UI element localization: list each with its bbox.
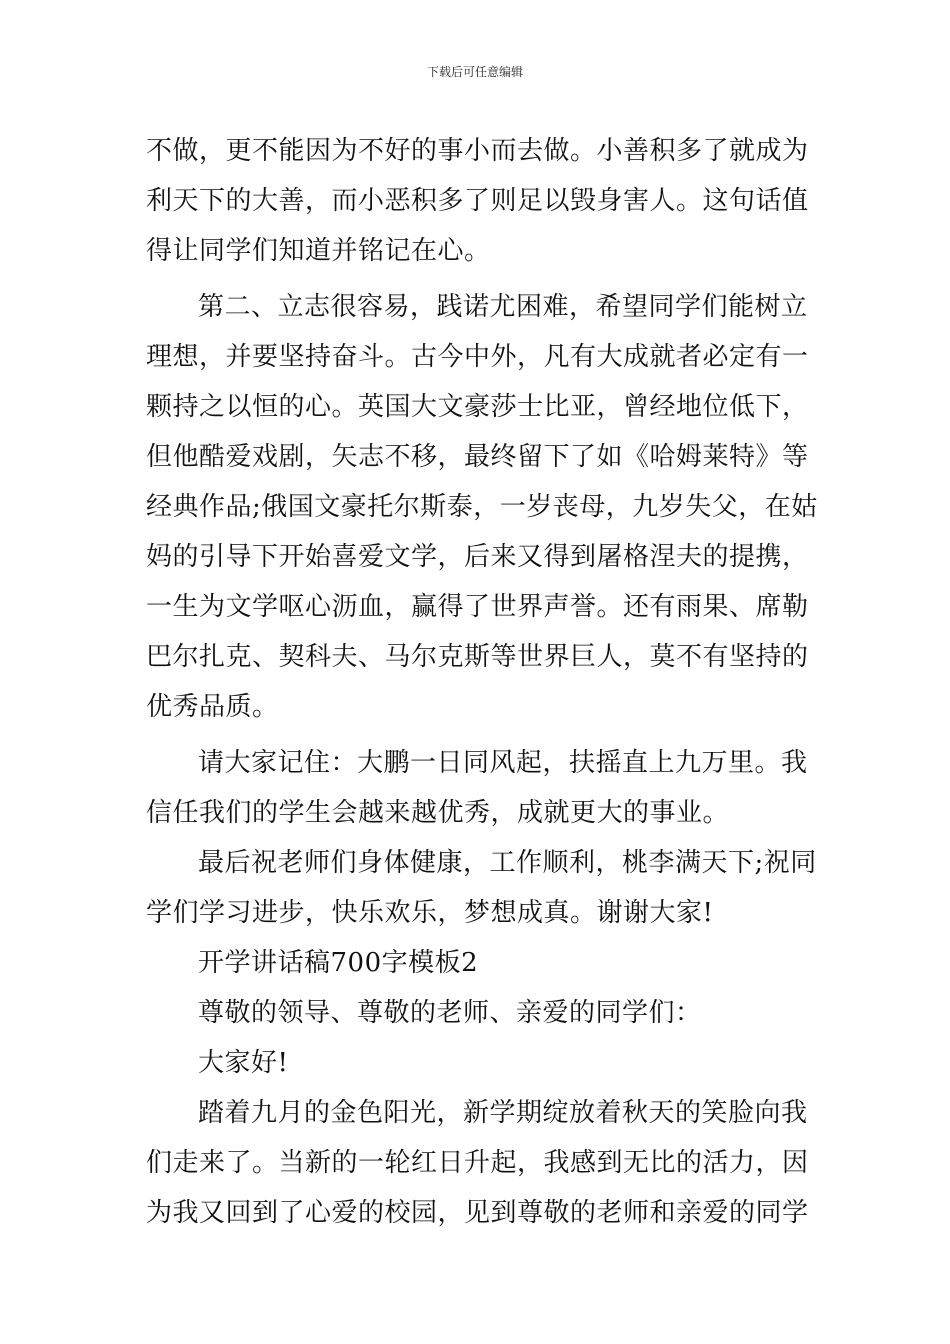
text-line: 巴尔扎克、契科夫、马尔克斯等世界巨人，莫不有坚持的 (146, 642, 809, 672)
text-line: 为我又回到了心爱的校园，见到尊敬的老师和亲爱的同学 (146, 1198, 809, 1228)
page-header: 下载后可任意编辑 (426, 65, 523, 79)
text-line: 理想，并要坚持奋斗。古今中外，凡有大成就者必定有一 (146, 342, 809, 372)
text-line: 信任我们的学生会越来越优秀，成就更大的事业。 (146, 798, 730, 828)
text-line: 一生为文学呕心沥血，赢得了世界声誉。还有雨果、席勒 (146, 592, 809, 622)
text-line: 经典作品;俄国文豪托尔斯泰，一岁丧母，九岁失父，在姑 (146, 492, 818, 522)
text-line: 学们学习进步，快乐欢乐，梦想成真。谢谢大家! (146, 898, 714, 928)
greeting: 大家好! (198, 1048, 289, 1078)
text-line: 们走来了。当新的一轮红日升起，我感到无比的活力，因 (146, 1148, 809, 1178)
text-line: 优秀品质。 (146, 692, 279, 722)
text-line: 颗持之以恒的心。英国大文豪莎士比亚，曾经地位低下， (146, 392, 809, 422)
document-body (146, 126, 816, 1238)
paragraph-start: 最后祝老师们身体健康，工作顺利，桃李满天下;祝同 (198, 848, 817, 878)
text-line: 但他酷爱戏剧，矢志不移，最终留下了如《哈姆莱特》等 (146, 442, 809, 472)
paragraph-start: 踏着九月的金色阳光，新学期绽放着秋天的笑脸向我 (198, 1098, 808, 1128)
text-line: 利天下的大善，而小恶积多了则足以毁身害人。这句话值 (146, 186, 809, 216)
text-line: 得让同学们知道并铭记在心。 (146, 236, 491, 266)
paragraph-start: 请大家记住：大鹏一日同风起，扶摇直上九万里。我 (198, 748, 808, 778)
paragraph-start: 第二、立志很容易，践诺尤困难，希望同学们能树立 (198, 292, 808, 322)
text-line: 不做，更不能因为不好的事小而去做。小善积多了就成为 (146, 136, 809, 166)
section-title: 开学讲话稿700字模板2 (198, 948, 479, 978)
salutation: 尊敬的领导、尊敬的老师、亲爱的同学们： (198, 998, 702, 1028)
text-line: 妈的引导下开始喜爱文学，后来又得到屠格涅夫的提携， (146, 542, 809, 572)
